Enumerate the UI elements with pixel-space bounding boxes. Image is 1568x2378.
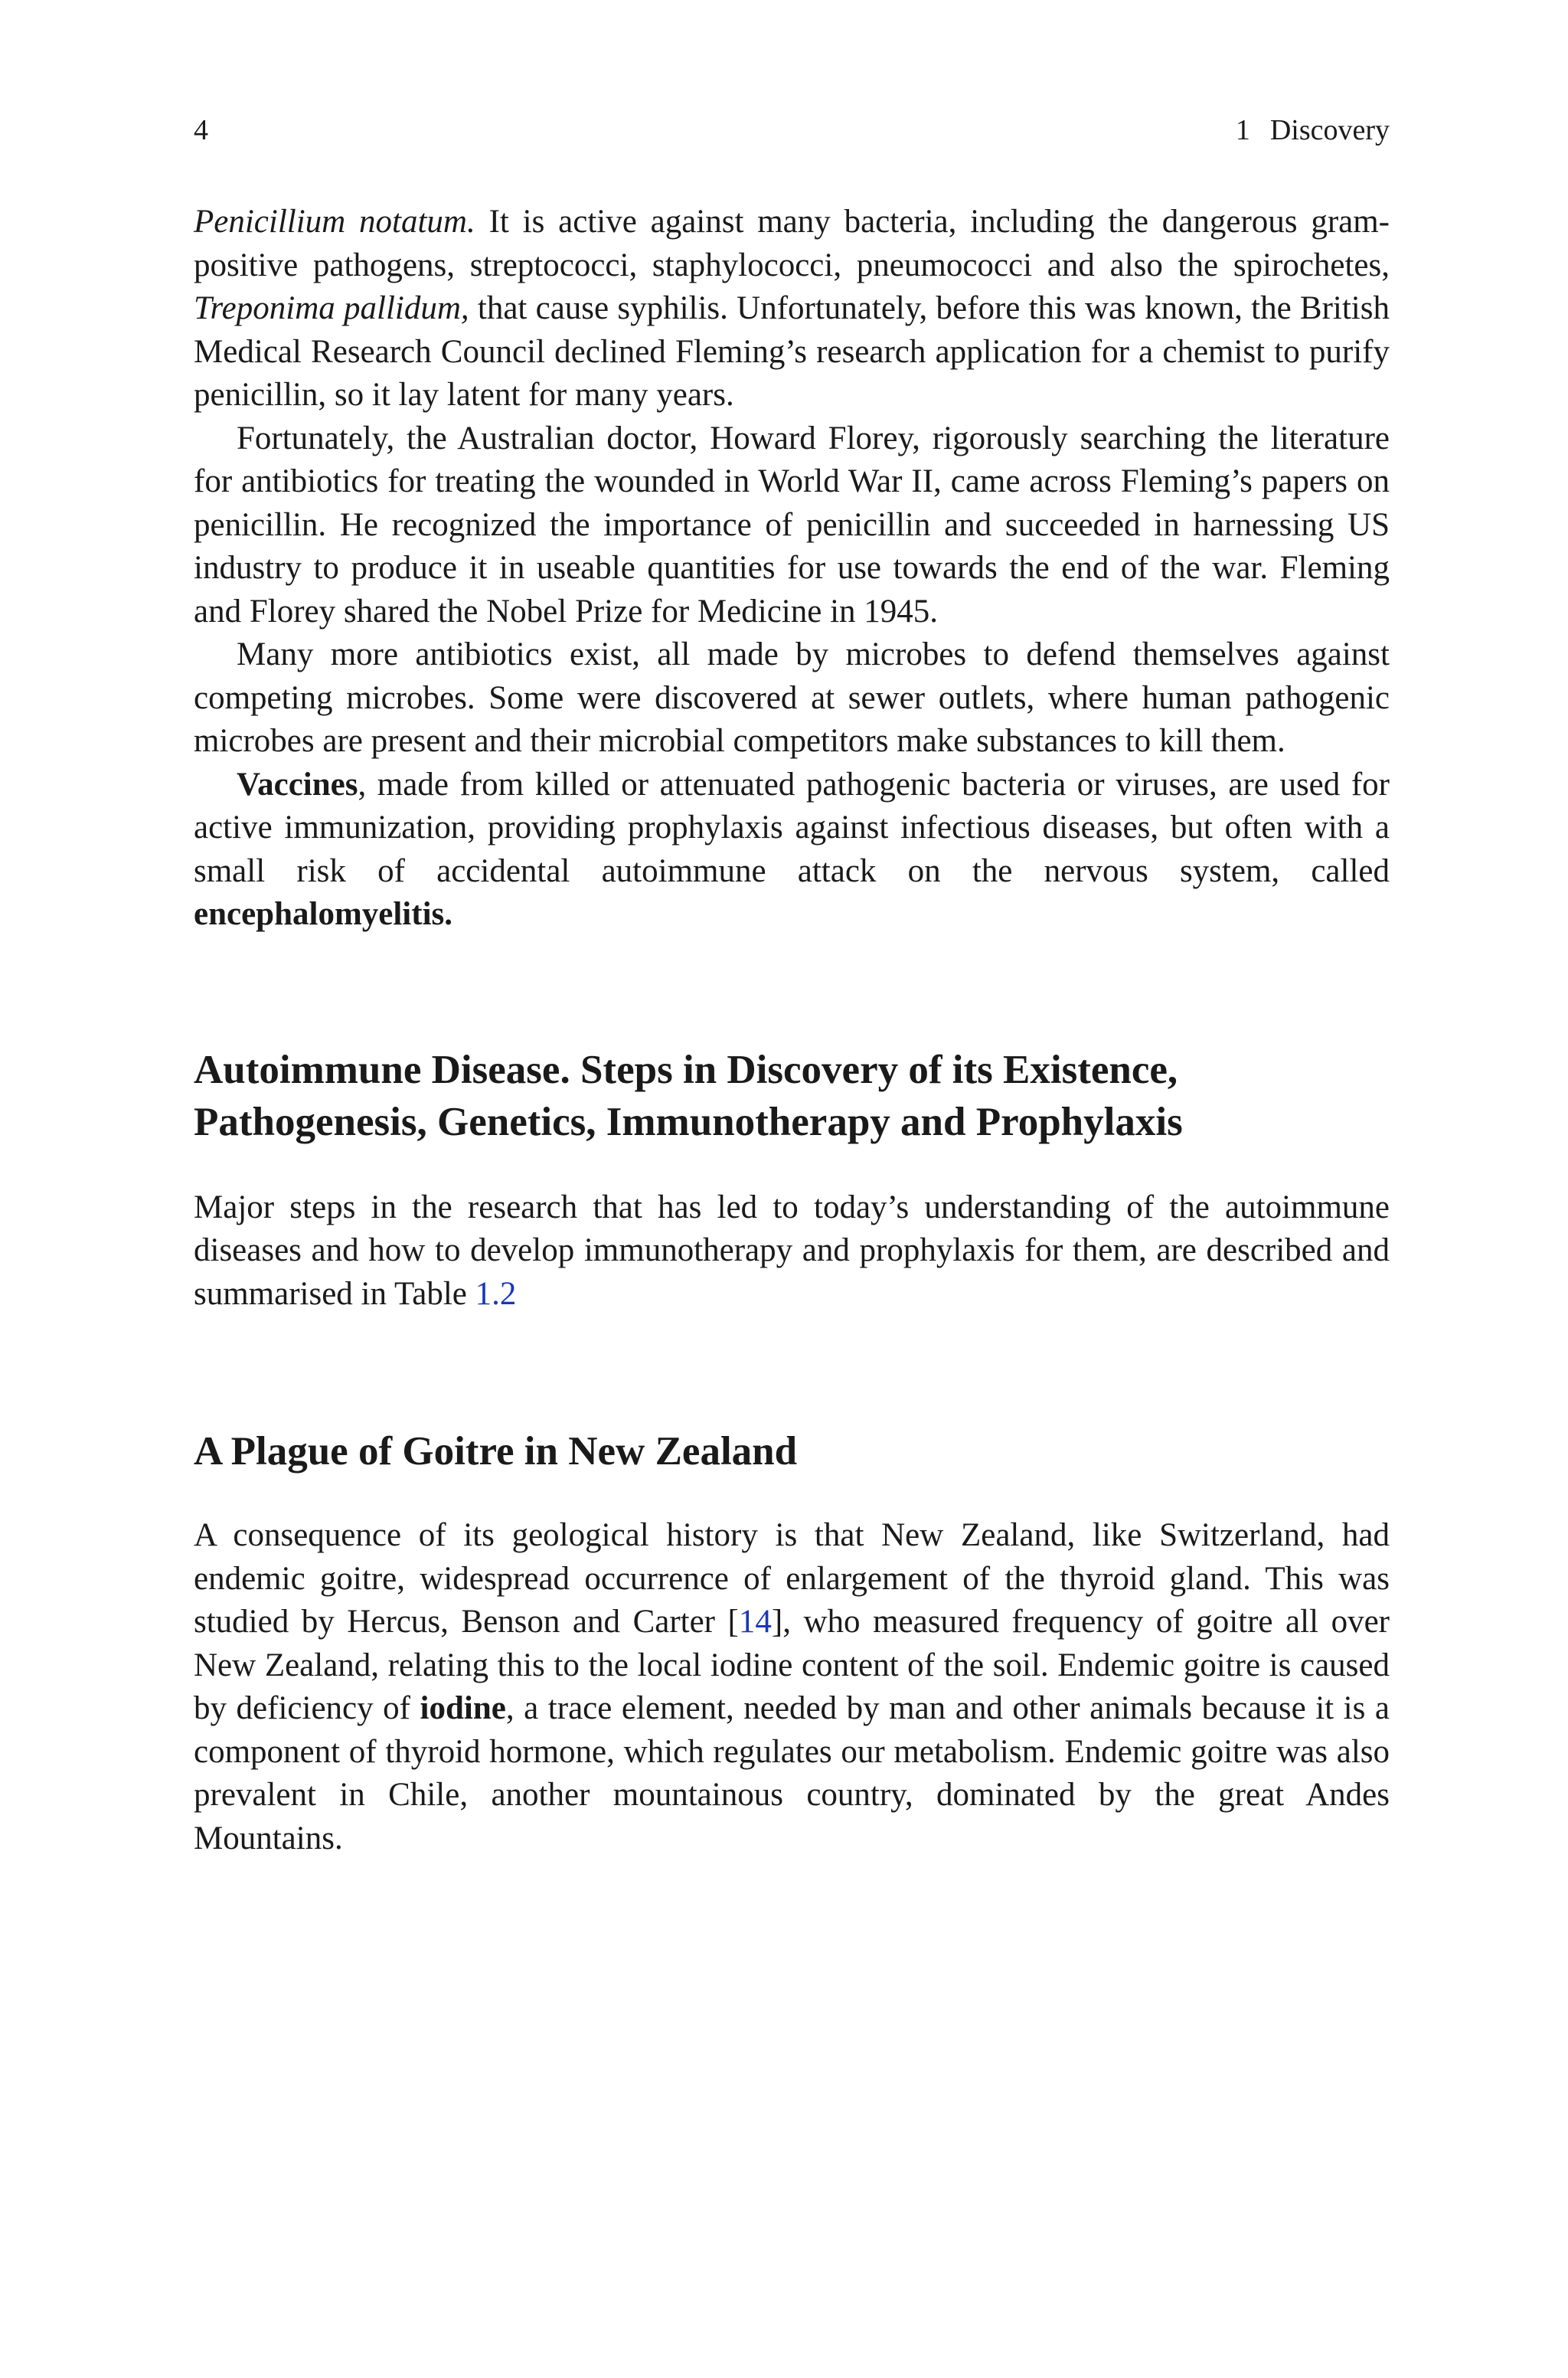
running-header bbox=[194, 115, 1390, 146]
italic-species-name: Penicillium notatum. bbox=[194, 204, 475, 240]
table-reference-link[interactable]: 1.2 bbox=[475, 1275, 517, 1312]
bold-term-vaccines: Vaccines bbox=[237, 766, 358, 803]
paragraph-florey: Fortunately, the Australian doctor, Howard Florey, rigorously searching the literature for antibiotics for treating the wounded in World War II, came across Fleming’s papers on penicillin. He recognized the importance of penicillin and succeeded in harnessing US industry to produce it in useable quantities for use towards the end of the war. Fleming and Florey shared the Nobel Prize for Medicine in 1945. bbox=[194, 420, 1390, 630]
chapter-running-title bbox=[1236, 115, 1390, 146]
paragraph-penicillin: Penicillium notatum. It is active against many bacteria, including the dangerous gram-positive pathogens, streptococci, staphylococci, pneumococci and also the spirochetes, Treponima pallidum, that cause syphilis. Unfortunately, before this was known, the British Medical Research Council declined Fleming’s research application for a chemist to purify penicillin, so it lay latent for many years. bbox=[194, 204, 1390, 413]
italic-species-name-2: Treponima pallidum, bbox=[194, 290, 469, 326]
chapter-number: 1 bbox=[1235, 114, 1250, 146]
chapter-title: Discovery bbox=[1269, 114, 1390, 146]
bold-term-iodine: iodine bbox=[420, 1690, 506, 1726]
page-number: 4 bbox=[194, 114, 208, 146]
section-heading-goitre: A Plague of Goitre in New Zealand bbox=[194, 1429, 798, 1474]
paragraph-vaccines: Vaccines, made from killed or attenuated pathogenic bacteria or viruses, are used for active immunization, providing prophylaxis against infectious diseases, but often with a small risk of accidental autoimmune attack on the nervous system, called encephalomyelitis. bbox=[194, 766, 1390, 932]
paragraph-antibiotics: Many more antibiotics exist, all made by microbes to defend themselves against competing microbes. Some were discovered at sewer outlets, where human pathogenic microbes are present and their microbial competitors make substances to kill them. bbox=[194, 636, 1390, 759]
paragraph-goitre: A consequence of its geological history is that New Zealand, like Switzerland, had endemic goitre, widespread occurrence of enlargement of the thyroid gland. This was studied by Hercus, Benson and Carter [14], who measured frequency of goitre all over New Zealand, relating this to the local iodine content of the soil. Endemic goitre is caused by deficiency of iodine, a trace element, needed by man and other animals because it is a component of thyroid hormone, which regulates our metabolism. Endemic goitre was also prevalent in Chile, another mountainous country, dominated by the great Andes Mountains. bbox=[194, 1517, 1390, 1856]
section-heading-autoimmune: Autoimmune Disease. Steps in Discovery of its Existence, Pathogenesis, Genetics, Immunotherapy and Prophylaxis bbox=[194, 1047, 1183, 1144]
citation-link[interactable]: 14 bbox=[738, 1604, 772, 1640]
bold-term-encephalomyelitis: encephalomyelitis. bbox=[194, 896, 452, 932]
page-body bbox=[194, 115, 1390, 1860]
paragraph-autoimmune-steps: Major steps in the research that has led to today’s understanding of the autoimmune diseases and how to develop immunotherapy and prophylaxis for them, are described and summarised in Table 1.2 bbox=[194, 1189, 1390, 1312]
